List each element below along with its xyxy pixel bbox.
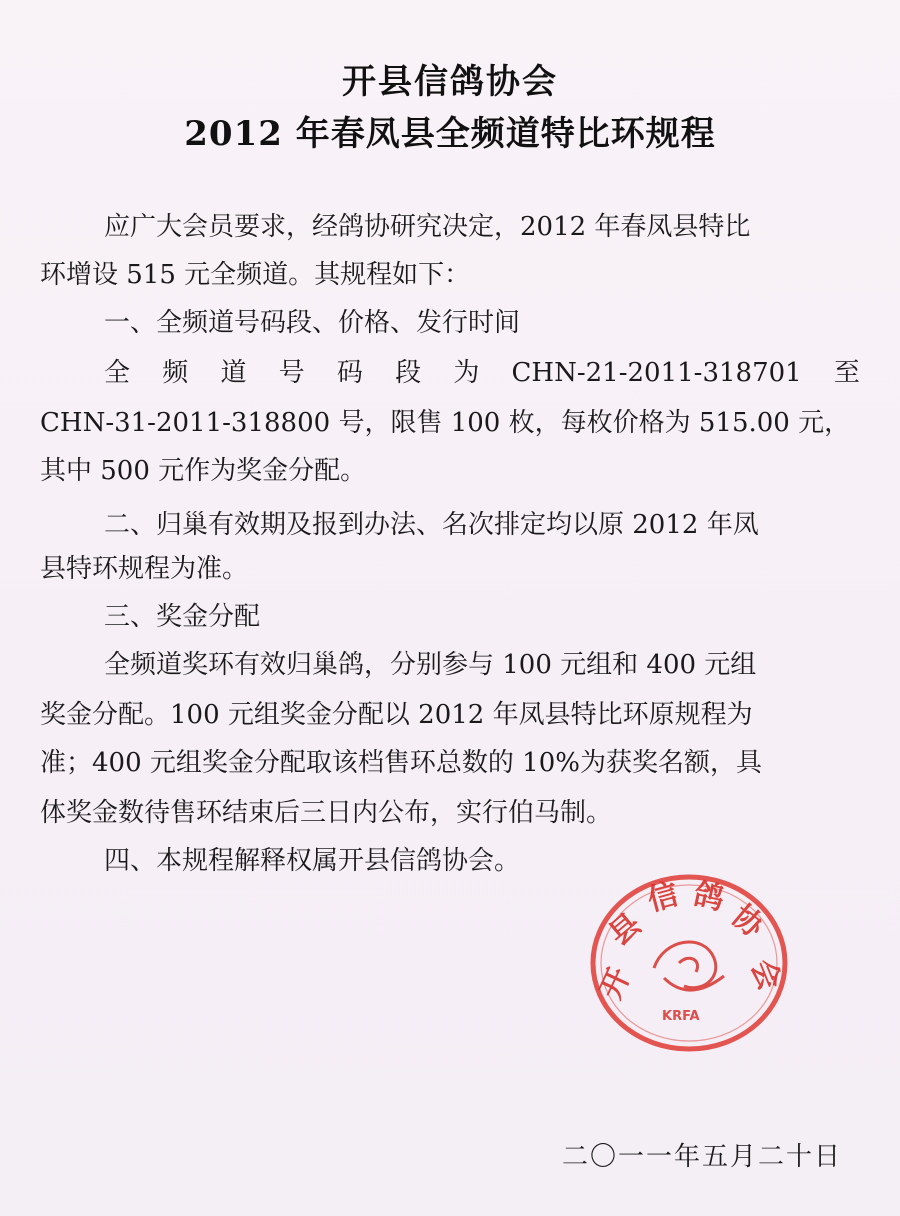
- ring-number-start: CHN-21-2011-318701: [511, 358, 802, 388]
- spaced-char: 号: [278, 358, 305, 388]
- section-3-line-4: 体奖金数待售环结束后三日内公布，实行伯马制。: [40, 798, 613, 828]
- document-title: 开县信鸽协会: [342, 62, 558, 102]
- document-subtitle: 2012 年春凤县全频道特比环规程: [184, 114, 716, 154]
- spaced-char: 道: [220, 358, 247, 388]
- section-3-line-2: 奖金分配。100 元组奖金分配以 2012 年凤县特比环原规程为: [40, 700, 753, 730]
- spaced-char: 为: [453, 358, 480, 388]
- spaced-char: 频: [162, 358, 189, 388]
- official-seal: [584, 868, 794, 1058]
- svg-text:信: 信: [644, 876, 683, 919]
- document-date: 二〇一一年五月二十日: [561, 1142, 842, 1172]
- section-3-line-1: 全频道奖环有效归巢鸽，分别参与 100 元组和 400 元组: [104, 650, 757, 680]
- section-1-line-1: [104, 358, 860, 388]
- section-2-line-2: 县特环规程为准。: [40, 554, 249, 584]
- section-1-line-3: 其中 500 元作为奖金分配。: [40, 456, 367, 486]
- svg-text:县: 县: [602, 906, 648, 953]
- svg-text:会: 会: [743, 954, 788, 996]
- spaced-char: 码: [336, 358, 363, 388]
- paragraph-intro-line-1: 应广大会员要求，经鸽协研究决定，2012 年春凤县特比: [104, 212, 751, 242]
- section-3-line-3: 准；400 元组奖金分配取该档售环总数的 10%为获奖名额，具: [40, 748, 762, 778]
- section-4-line: 四、本规程解释权属开县信鸽协会。: [104, 846, 521, 876]
- section-1-heading: 一、全频道号码段、价格、发行时间: [104, 308, 521, 338]
- spaced-char: 全: [104, 358, 131, 388]
- section-2-line-1: 二、归巢有效期及报到办法、名次排定均以原 2012 年凤: [104, 510, 759, 540]
- section-3-heading: 三、奖金分配: [104, 602, 261, 632]
- spaced-char: 段: [395, 358, 422, 388]
- svg-text:鸽: 鸽: [690, 876, 728, 918]
- paragraph-intro-line-2: 环增设 515 元全频道。其规程如下：: [40, 260, 471, 290]
- spaced-char: 至: [833, 358, 860, 388]
- section-1-line-2: CHN-31-2011-318800 号，限售 100 枚，每枚价格为 515.00 元，: [40, 408, 851, 438]
- svg-text:开: 开: [593, 962, 638, 1005]
- svg-text:协: 协: [724, 898, 771, 945]
- seal-emblem-text: KRFA: [662, 1009, 700, 1024]
